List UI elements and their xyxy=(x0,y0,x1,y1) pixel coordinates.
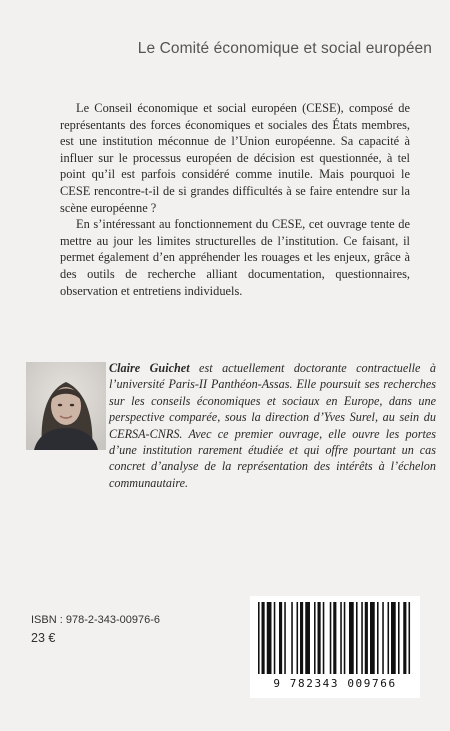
summary-paragraph-1: Le Conseil économique et social européen (CESE), composé de représentants des forces économiques et sociales des États membres, est une institution méconnue de l’Union européenne. Sa capacité à influer sur le processus européen de décision est questionnée, à tel point qu’il est parfois considéré comme inutile. Mais pourquoi le CESE rencontre-t-il de si grandes difficultés à se faire entendre sur la scène européenne ? xyxy=(60,101,410,215)
author-bio-text: est actuellement doctorante contractuelle à l’université Paris-II Panthéon-Assas. Elle poursuit ses recherches sur les conseils économiques et sociaux en Europe, dans une perspective comparée, sous la direction d’Yves Surel, au sein du CERSA-CNRS. Avec ce premier ouvrage, elle ouvre les portes d’une institution rarement étudiée et qui offre pourtant un cas concret d’analyse de la représentation des intérêts à l’échelon communautaire. xyxy=(109,361,436,490)
author-bio xyxy=(109,360,436,491)
author-photo xyxy=(26,362,106,450)
barcode xyxy=(250,596,420,698)
barcode-bars xyxy=(258,602,412,676)
isbn: ISBN : 978-2-343-00976-6 xyxy=(31,614,161,626)
author-name: Claire Guichet xyxy=(109,361,190,375)
summary-paragraph-2: En s’intéressant au fonctionnement du CESE, cet ouvrage tente de mettre au jour les limites structurelles de l’institution. Ce faisant, il permet également d’en appréhender les rouages et les enjeux, grâce à des outils de recherche alliant documentation, questionnaires, observation et entretiens individuels. xyxy=(60,217,410,298)
barcode-digits: 9 782343 009766 xyxy=(273,677,397,690)
summary xyxy=(60,100,410,299)
book-title: Le Comité économique et social européen xyxy=(137,40,432,57)
price: 23 € xyxy=(31,631,56,645)
author-portrait-icon xyxy=(26,362,106,450)
